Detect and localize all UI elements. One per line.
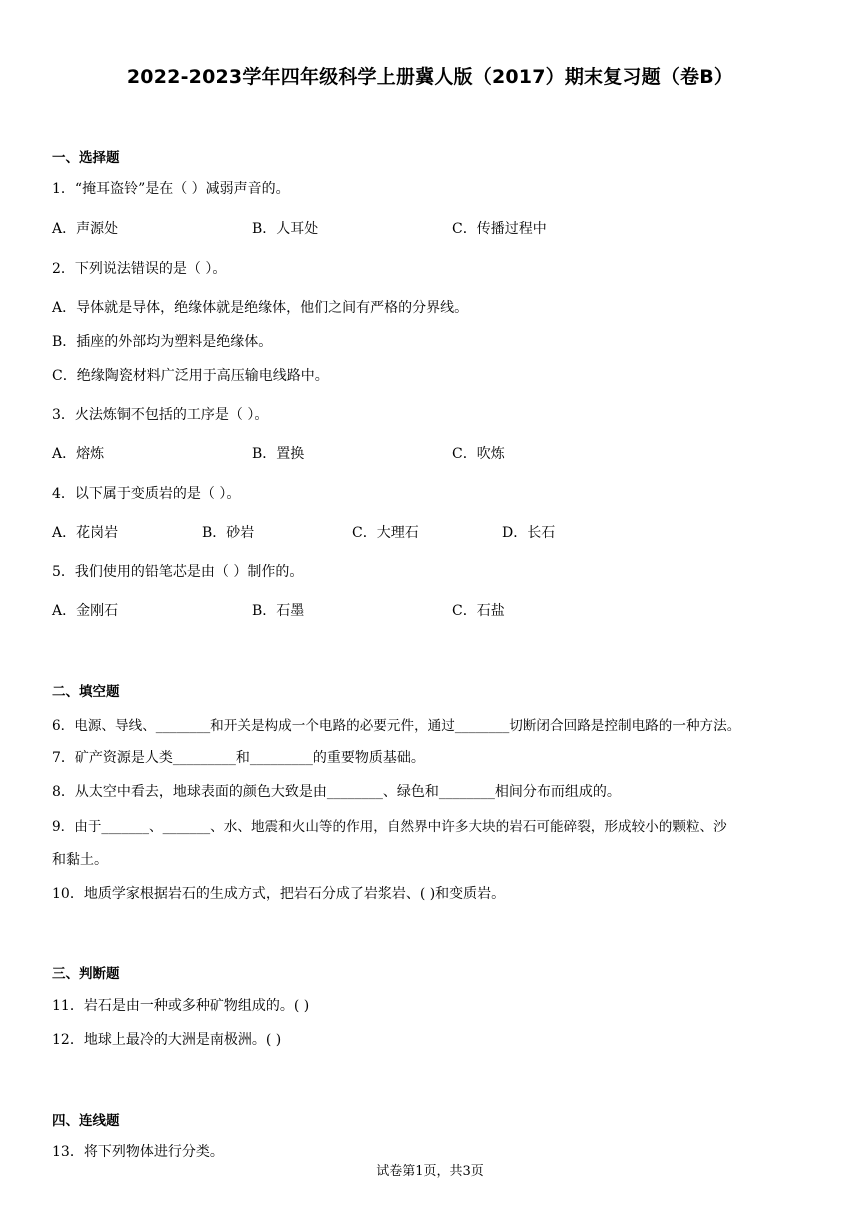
question-12: 12．地球上最冷的大洲是南极洲。( ) <box>52 1032 282 1048</box>
page-title: 2022-2023学年四年级科学上册冀人版（2017）期末复习题（卷B） <box>126 66 734 88</box>
question-3: 3．火法炼铜不包括的工序是（ ）。 <box>52 407 269 423</box>
option-a: A．金刚石 <box>52 603 119 619</box>
option-c: C．吹炼 <box>452 446 505 462</box>
option-c: C．传播过程中 <box>452 221 547 237</box>
section-heading-true-false: 三、判断题 <box>52 966 120 982</box>
question-2-option-b: B．插座的外部均为塑料是绝缘体。 <box>52 334 273 350</box>
option-b: B．石墨 <box>252 603 305 619</box>
option-a: A．花岗岩 <box>52 525 119 541</box>
option-c: C．大理石 <box>352 525 419 541</box>
question-10: 10．地质学家根据岩石的生成方式，把岩石分成了岩浆岩、( )和变质岩。 <box>52 886 506 902</box>
option-a: A．声源处 <box>52 221 119 237</box>
option-b: B．砂岩 <box>202 525 255 541</box>
option-c: C．石盐 <box>452 603 505 619</box>
question-7: 7．矿产资源是人类_________和_________的重要物质基础。 <box>52 750 425 766</box>
question-9-line-2: 和黏土。 <box>52 852 108 868</box>
option-b: B．置换 <box>252 446 305 462</box>
section-heading-fill-blank: 二、填空题 <box>52 684 120 700</box>
option-a: A．熔炼 <box>52 446 105 462</box>
question-11: 11．岩石是由一种或多种矿物组成的。( ) <box>52 998 310 1014</box>
question-9-line-1: 9．由于_______、_______、水、地震和火山等的作用，自然界中许多大块的岩石可能碎裂，形成较小的颗粒、沙 <box>52 819 727 835</box>
question-6: 6．电源、导线、________和开关是构成一个电路的必要元件，通过________切断闭合回路是控制电路的一种方法。 <box>52 718 741 734</box>
page-footer: 试卷第1页，共3页 <box>376 1164 484 1179</box>
question-2-option-a: A．导体就是导体，绝缘体就是绝缘体，他们之间有严格的分界线。 <box>52 300 469 316</box>
question-1: 1．“掩耳盗铃”是在（ ）减弱声音的。 <box>52 181 290 197</box>
question-8: 8．从太空中看去，地球表面的颜色大致是由________、绿色和________相间分布而组成的。 <box>52 784 621 800</box>
question-4: 4．以下属于变质岩的是（ ）。 <box>52 486 241 502</box>
question-2: 2．下列说法错误的是（ ）。 <box>52 261 227 277</box>
option-b: B．人耳处 <box>252 221 319 237</box>
option-d: D．长石 <box>502 525 556 541</box>
section-heading-matching: 四、连线题 <box>52 1113 120 1129</box>
question-2-option-c: C．绝缘陶瓷材料广泛用于高压输电线路中。 <box>52 368 329 384</box>
question-13: 13．将下列物体进行分类。 <box>52 1144 224 1160</box>
section-heading-choice: 一、选择题 <box>52 150 120 166</box>
question-5: 5．我们使用的铅笔芯是由（ ）制作的。 <box>52 564 304 580</box>
